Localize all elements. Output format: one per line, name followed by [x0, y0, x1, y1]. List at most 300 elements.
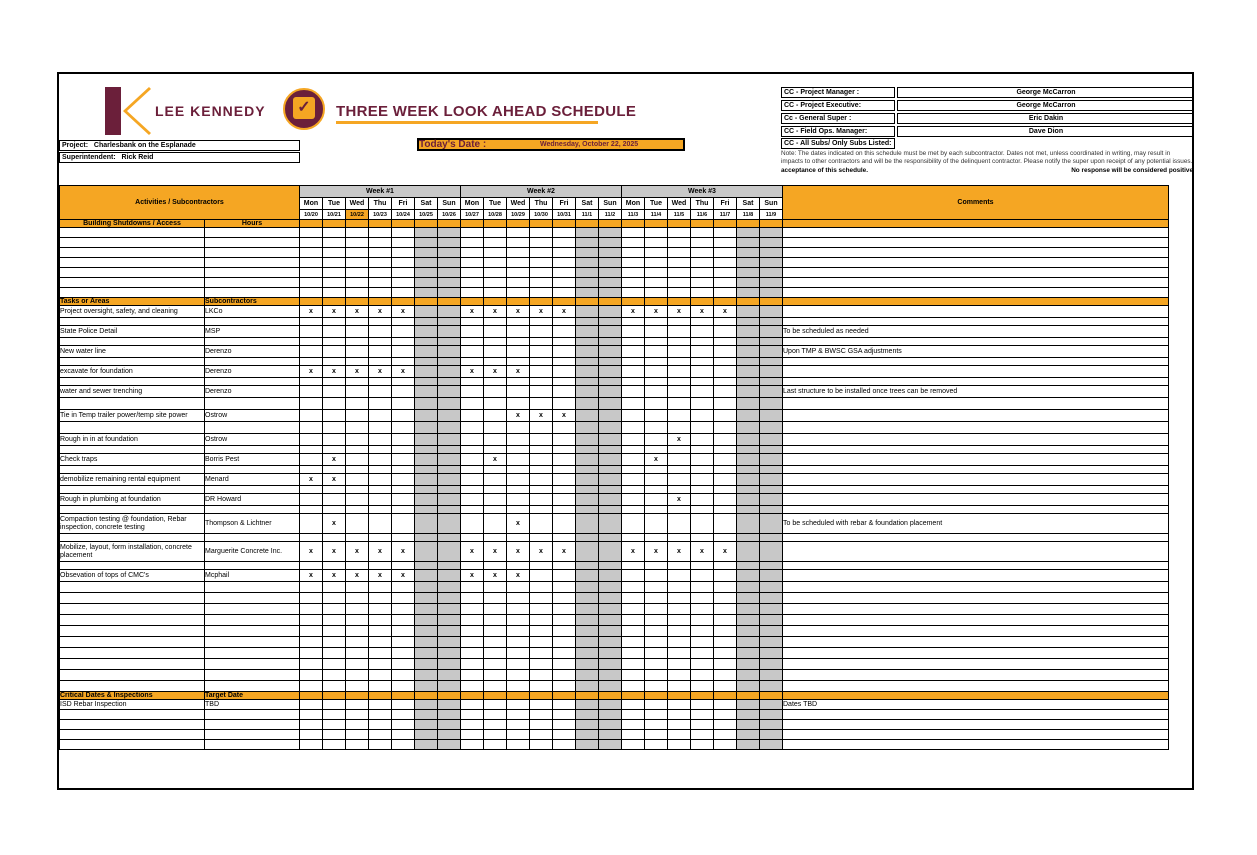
day-cell [760, 228, 783, 238]
task-cell [60, 720, 205, 730]
day-cell [484, 220, 507, 228]
day-cell [599, 604, 622, 615]
day-cell [346, 659, 369, 670]
day-cell [645, 298, 668, 306]
day-cell [599, 710, 622, 720]
day-cell [530, 338, 553, 346]
day-cell [691, 338, 714, 346]
day-cell [392, 326, 415, 338]
day-cell [438, 258, 461, 268]
task-cell [60, 288, 205, 298]
day-cell [645, 386, 668, 398]
day-cell [714, 398, 737, 410]
comment-cell [783, 248, 1169, 258]
day-cell [553, 446, 576, 454]
day-cell [760, 268, 783, 278]
day-cell [553, 648, 576, 659]
day-cell: x [668, 434, 691, 446]
day-cell [323, 288, 346, 298]
day-cell [622, 358, 645, 366]
title-underline [336, 121, 598, 124]
task-cell [60, 358, 205, 366]
day-cell [553, 318, 576, 326]
day-cell [691, 740, 714, 750]
day-cell [346, 386, 369, 398]
day-cell [346, 228, 369, 238]
day-cell [392, 466, 415, 474]
task-cell [60, 615, 205, 626]
day-cell [346, 474, 369, 486]
day-cell [714, 298, 737, 306]
empty-row [60, 740, 1169, 750]
day-cell: x [300, 542, 323, 562]
day-cell [553, 258, 576, 268]
day-cell [553, 338, 576, 346]
day-cell [714, 258, 737, 268]
day-cell [461, 506, 484, 514]
day-cell [737, 398, 760, 410]
comment-cell [783, 670, 1169, 681]
day-cell [392, 228, 415, 238]
day-cell [645, 626, 668, 637]
day-cell [300, 326, 323, 338]
comment-cell [783, 454, 1169, 466]
day-cell [691, 238, 714, 248]
day-cell [461, 593, 484, 604]
day-cell [438, 593, 461, 604]
task-row [60, 570, 1169, 582]
day-cell [438, 494, 461, 506]
day-cell [737, 514, 760, 534]
subcontractor-cell [205, 604, 300, 615]
day-cell [415, 268, 438, 278]
day-cell [668, 278, 691, 288]
project-field [59, 140, 300, 151]
date-header: 10/30 [530, 210, 553, 220]
day-cell [737, 615, 760, 626]
day-cell [737, 466, 760, 474]
subcontractor-cell [205, 278, 300, 288]
day-cell [507, 238, 530, 248]
day-cell [576, 258, 599, 268]
subcontractor-cell [205, 398, 300, 410]
week-header: Week #1 [300, 186, 461, 198]
day-cell [645, 659, 668, 670]
day-cell [415, 306, 438, 318]
day-cell [415, 474, 438, 486]
day-cell [415, 659, 438, 670]
day-cell [622, 604, 645, 615]
day-cell [668, 681, 691, 692]
day-cell [760, 710, 783, 720]
spacer-row [60, 318, 1169, 326]
comment-cell [783, 228, 1169, 238]
day-cell [737, 670, 760, 681]
day-cell [622, 681, 645, 692]
day-cell [530, 298, 553, 306]
day-cell [553, 730, 576, 740]
day-cell [438, 278, 461, 288]
day-cell [438, 534, 461, 542]
day-cell: x [323, 306, 346, 318]
day-cell [691, 710, 714, 720]
day-cell [415, 534, 438, 542]
day-cell [346, 494, 369, 506]
day-cell [714, 710, 737, 720]
day-cell [668, 318, 691, 326]
day-cell [392, 446, 415, 454]
spacer-row [60, 378, 1169, 386]
day-cell [438, 474, 461, 486]
day-cell [415, 318, 438, 326]
day-cell [323, 358, 346, 366]
day-cell [530, 582, 553, 593]
day-cell [323, 446, 346, 454]
day-cell [461, 681, 484, 692]
day-cell [714, 338, 737, 346]
day-cell [392, 562, 415, 570]
day-cell [622, 398, 645, 410]
day-cell [369, 434, 392, 446]
day-cell [346, 358, 369, 366]
day-cell [668, 422, 691, 434]
day-cell [369, 486, 392, 494]
day-cell [507, 637, 530, 648]
comment-cell [783, 358, 1169, 366]
subcontractor-cell [205, 258, 300, 268]
day-cell [714, 659, 737, 670]
comment-cell [783, 486, 1169, 494]
comment-cell [783, 306, 1169, 318]
day-cell [622, 228, 645, 238]
cc-value: George McCarron [897, 87, 1193, 98]
day-cell [530, 446, 553, 454]
subcontractor-cell: Derenzo [205, 346, 300, 358]
day-cell [323, 637, 346, 648]
day-cell [323, 720, 346, 730]
task-cell [60, 670, 205, 681]
day-header: Tue [323, 198, 346, 210]
day-cell [691, 326, 714, 338]
day-cell [622, 570, 645, 582]
task-row [60, 454, 1169, 466]
subcontractor-cell [205, 659, 300, 670]
day-header: Mon [622, 198, 645, 210]
day-cell [668, 446, 691, 454]
comment-cell [783, 378, 1169, 386]
day-cell [369, 474, 392, 486]
day-cell: x [369, 570, 392, 582]
day-cell [323, 681, 346, 692]
day-cell [369, 648, 392, 659]
today-value: Wednesday, October 22, 2025 [540, 141, 639, 148]
day-cell [484, 710, 507, 720]
day-cell [668, 410, 691, 422]
day-cell [714, 720, 737, 730]
day-cell [300, 228, 323, 238]
day-cell [760, 306, 783, 318]
day-cell [530, 534, 553, 542]
day-cell [392, 626, 415, 637]
day-cell [300, 615, 323, 626]
day-cell [760, 506, 783, 514]
day-cell [369, 358, 392, 366]
day-cell [323, 626, 346, 637]
day-cell [415, 358, 438, 366]
day-cell [530, 730, 553, 740]
day-cell [461, 278, 484, 288]
day-cell [346, 378, 369, 386]
day-cell [346, 398, 369, 410]
day-cell [737, 486, 760, 494]
day-cell: x [346, 542, 369, 562]
day-cell [461, 615, 484, 626]
day-cell [553, 681, 576, 692]
date-header: 11/4 [645, 210, 668, 220]
date-header: 10/20 [300, 210, 323, 220]
day-cell [530, 593, 553, 604]
day-cell: x [461, 366, 484, 378]
day-cell [599, 422, 622, 434]
day-cell [461, 710, 484, 720]
day-cell: x [645, 542, 668, 562]
day-cell [461, 720, 484, 730]
day-cell [737, 434, 760, 446]
day-cell [507, 318, 530, 326]
day-cell [323, 486, 346, 494]
day-cell [369, 268, 392, 278]
subcontractor-cell [205, 637, 300, 648]
day-cell [484, 514, 507, 534]
day-cell: x [714, 306, 737, 318]
superintendent-value: Rick Reid [121, 154, 154, 161]
day-cell [576, 422, 599, 434]
day-cell [415, 338, 438, 346]
day-cell [668, 248, 691, 258]
day-cell: x [369, 542, 392, 562]
day-cell [576, 268, 599, 278]
day-cell [553, 494, 576, 506]
day-cell [484, 615, 507, 626]
day-cell [622, 346, 645, 358]
day-cell [392, 220, 415, 228]
day-cell [714, 410, 737, 422]
day-cell [346, 318, 369, 326]
day-cell [461, 258, 484, 268]
day-cell [668, 692, 691, 700]
day-cell [714, 346, 737, 358]
page-title: THREE WEEK LOOK AHEAD SCHEDULE [336, 103, 637, 120]
day-cell [369, 681, 392, 692]
day-cell [599, 486, 622, 494]
day-cell [507, 604, 530, 615]
day-cell [415, 434, 438, 446]
logo-k-icon [123, 87, 151, 135]
day-cell [484, 670, 507, 681]
day-cell [622, 593, 645, 604]
day-cell: x [369, 366, 392, 378]
day-cell [553, 288, 576, 298]
day-cell [668, 615, 691, 626]
day-cell [461, 268, 484, 278]
task-cell [60, 681, 205, 692]
day-header: Wed [346, 198, 369, 210]
subcontractor-cell: Derenzo [205, 366, 300, 378]
checkmark-icon: ✓ [293, 97, 315, 119]
day-cell [645, 730, 668, 740]
day-cell [415, 326, 438, 338]
day-cell [530, 562, 553, 570]
day-cell [392, 604, 415, 615]
subcontractor-cell: DR Howard [205, 494, 300, 506]
day-cell [369, 506, 392, 514]
day-cell [760, 692, 783, 700]
day-cell [599, 720, 622, 730]
day-cell [599, 434, 622, 446]
day-cell [323, 298, 346, 306]
day-cell [760, 720, 783, 730]
day-cell [484, 358, 507, 366]
date-header: 10/25 [415, 210, 438, 220]
comment-cell [783, 422, 1169, 434]
day-cell [553, 238, 576, 248]
day-cell [691, 486, 714, 494]
day-cell [438, 346, 461, 358]
day-cell [553, 593, 576, 604]
day-cell [645, 278, 668, 288]
day-cell [760, 570, 783, 582]
day-cell [622, 378, 645, 386]
day-cell [484, 700, 507, 710]
day-cell [691, 278, 714, 288]
day-cell [599, 626, 622, 637]
day-cell [507, 278, 530, 288]
day-cell [415, 398, 438, 410]
day-cell [622, 288, 645, 298]
date-header: 11/2 [599, 210, 622, 220]
day-cell [691, 615, 714, 626]
day-cell [300, 346, 323, 358]
day-cell: x [461, 306, 484, 318]
day-cell [392, 486, 415, 494]
day-cell [645, 466, 668, 474]
day-cell [714, 604, 737, 615]
day-cell [737, 346, 760, 358]
task-cell: New water line [60, 346, 205, 358]
day-cell [461, 637, 484, 648]
day-cell [300, 648, 323, 659]
day-cell [438, 378, 461, 386]
day-cell [346, 692, 369, 700]
day-cell [415, 248, 438, 258]
day-cell [760, 582, 783, 593]
day-cell [737, 446, 760, 454]
day-cell [760, 346, 783, 358]
day-cell [323, 506, 346, 514]
day-cell [622, 648, 645, 659]
day-cell [300, 386, 323, 398]
day-cell [323, 278, 346, 288]
day-cell [530, 670, 553, 681]
day-cell [438, 326, 461, 338]
task-cell [60, 258, 205, 268]
day-cell [461, 446, 484, 454]
day-cell [484, 637, 507, 648]
day-cell [507, 258, 530, 268]
day-cell [668, 514, 691, 534]
day-cell [438, 298, 461, 306]
day-cell [392, 434, 415, 446]
day-cell [668, 730, 691, 740]
day-cell [323, 386, 346, 398]
day-cell [438, 288, 461, 298]
day-cell [576, 700, 599, 710]
day-cell [760, 562, 783, 570]
day-cell [369, 730, 392, 740]
day-cell [300, 534, 323, 542]
day-cell [300, 398, 323, 410]
subcontractor-cell: Marguerite Concrete Inc. [205, 542, 300, 562]
comment-cell: Last structure to be installed once trees can be removed [783, 386, 1169, 398]
day-cell [714, 740, 737, 750]
day-cell [300, 248, 323, 258]
day-cell [415, 386, 438, 398]
day-cell [346, 562, 369, 570]
day-cell [645, 422, 668, 434]
day-cell [760, 422, 783, 434]
day-cell [714, 514, 737, 534]
day-cell [760, 534, 783, 542]
day-cell [346, 466, 369, 474]
day-header: Fri [553, 198, 576, 210]
day-cell [530, 422, 553, 434]
day-cell [461, 410, 484, 422]
day-cell [323, 700, 346, 710]
day-cell [415, 366, 438, 378]
day-cell [668, 562, 691, 570]
day-cell [392, 288, 415, 298]
day-cell [668, 593, 691, 604]
day-cell [461, 248, 484, 258]
day-cell [668, 258, 691, 268]
day-cell [737, 692, 760, 700]
task-row [60, 326, 1169, 338]
day-cell [346, 637, 369, 648]
day-cell [507, 434, 530, 446]
day-cell [346, 582, 369, 593]
day-cell [668, 398, 691, 410]
day-cell [415, 692, 438, 700]
day-cell [599, 637, 622, 648]
day-cell: x [714, 542, 737, 562]
day-cell [300, 278, 323, 288]
task-cell: demobilize remaining rental equipment [60, 474, 205, 486]
spacer-row [60, 534, 1169, 542]
day-cell [392, 386, 415, 398]
day-cell [530, 615, 553, 626]
day-cell [553, 626, 576, 637]
day-cell [438, 486, 461, 494]
empty-row [60, 670, 1169, 681]
comment-cell: To be scheduled as needed [783, 326, 1169, 338]
day-cell [300, 700, 323, 710]
day-cell [507, 346, 530, 358]
day-cell [323, 730, 346, 740]
day-cell: x [691, 542, 714, 562]
week-header: Week #3 [622, 186, 783, 198]
day-cell [714, 358, 737, 366]
cc-label: CC - All Subs/ Only Subs Listed: [781, 138, 895, 149]
